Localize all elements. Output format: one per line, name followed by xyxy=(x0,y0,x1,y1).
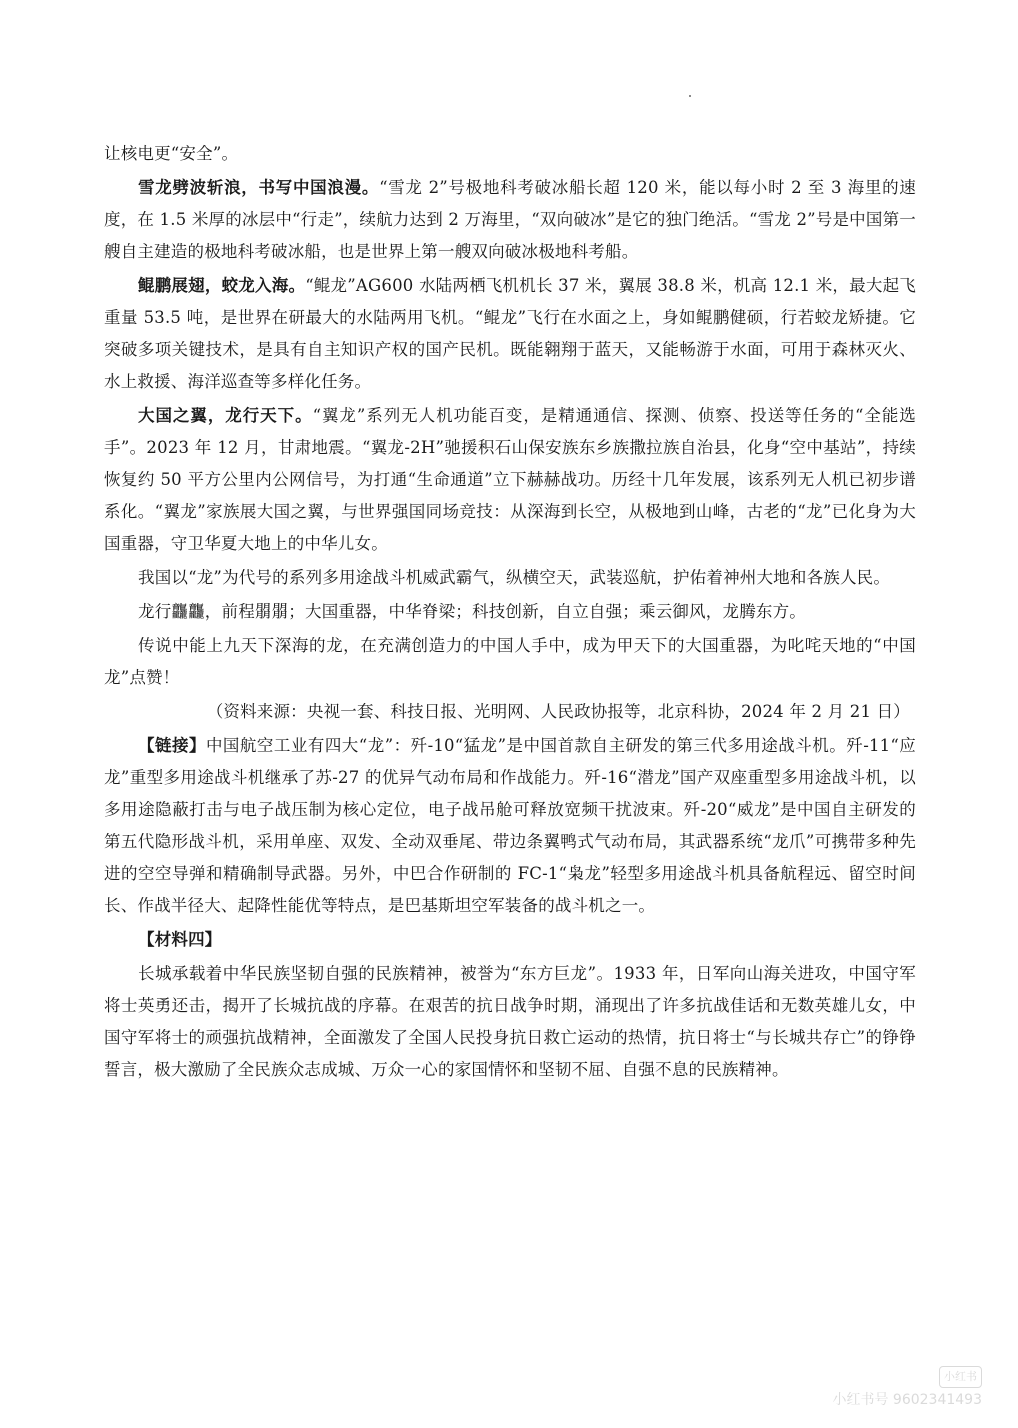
material-four-heading: 【材料四】 xyxy=(138,930,222,949)
source-citation: （资料来源：央视一套、科技日报、光明网、人民政协报等，北京科协，2024 年 2 月 21 日） xyxy=(206,702,910,721)
paragraph-legend: 传说中能上九天下深海的龙，在充满创造力的中国人手中，成为甲天下的大国重器，为叱咤天地的“中国龙”点赞！ xyxy=(104,636,916,687)
paragraph-text: “鲲龙”AG600 水陆两栖飞机机长 37 米，翼展 38.8 米，机高 12.1 米，最大起飞重量 53.5 吨，是世界在研最大的水陆两用飞机。“鲲龙”飞行在水面之上，身如鲲鹏健硕，行若蛟龙矫捷。它突破多项关键技术，是具有自主知识产权的国产民机。既能翱翔于蓝天，又能畅游于水面，可用于森林灭火、水上救援、海洋巡查等多样化任务。 xyxy=(104,276,917,391)
paragraph-0: 让核电更“安全”。 xyxy=(104,144,239,163)
paragraph-text: 中国航空工业有四大“龙”：歼-10“猛龙”是中国首款自主研发的第三代多用途战斗机。歼-11“应龙”重型多用途战斗机继承了苏-27 的优异气动布局和作战能力。歼-16“潜龙”国产双座重型多用途战斗机，以多用途隐蔽打击与电子战压制为核心定位，电子战吊舱可释放宽频干扰波束。歼-20“威龙”是中国自主研发的第五代隐形战斗机，采用单座、双发、全动双垂尾、带边条翼鸭式气动布局，其武器系统“龙爪”可携带多种先进的空空导弹和精确制导武器。另外，中巴合作研制的 FC-1“枭龙”轻型多用途战斗机具备航程远、留空时间长、作战半径大、起降性能优等特点，是巴基斯坦空军装备的战斗机之一。 xyxy=(104,736,916,915)
paragraph-text: “翼龙”系列无人机功能百变，是精通通信、探测、侦察、投送等任务的“全能选手”。2023 年 12 月，甘肃地震。“翼龙-2H”驰援积石山保安族东乡族撒拉族自治县，化身“空中基站”，持续恢复约 50 平方公里内公网信号，为打通“生命通道”立下赫赫战功。历经十几年发展，该系列无人机已初步谱系化。“翼龙”家族展大国之翼，与世界强国同场竞技：从深海到长空，从极地到山峰，古老的“龙”已化身为大国重器，守卫华夏大地上的中华儿女。 xyxy=(104,406,917,553)
watermark-logo: 小红书 xyxy=(939,1366,982,1388)
link-heading: 【链接】 xyxy=(138,736,206,755)
scan-dot xyxy=(689,95,691,97)
document-body xyxy=(104,138,916,1088)
watermark xyxy=(832,1366,982,1410)
paragraph-link xyxy=(104,730,916,922)
paragraph-slogan: 龙行龘龘，前程朤朤；大国重器，中华脊梁；科技创新，自立自强；乘云御风，龙腾东方。 xyxy=(138,602,806,621)
paragraph-text: “雪龙 2”号极地科考破冰船长超 120 米，能以每小时 2 至 3 海里的速度，在 1.5 米厚的冰层中“行走”，续航力达到 2 万海里，“双向破冰”是它的独门绝活。“雪龙 2”号是中国第一艘自主建造的极地科考破冰船，也是世界上第一艘双向破冰极地科考船。 xyxy=(104,178,916,261)
paragraph-heading: 鲲鹏展翅，蛟龙入海。 xyxy=(138,276,306,295)
paragraph-snow-dragon xyxy=(104,172,916,268)
paragraph-kunlong xyxy=(104,270,916,398)
paragraph-heading: 雪龙劈波斩浪，书写中国浪漫。 xyxy=(138,178,380,197)
paragraph-heading: 大国之翼，龙行天下。 xyxy=(138,406,313,425)
paragraph-great-wall: 长城承载着中华民族坚韧自强的民族精神，被誉为“东方巨龙”。1933 年，日军向山海关进攻，中国守军将士英勇还击，揭开了长城抗战的序幕。在艰苦的抗日战争时期，涌现出了许多抗战佳话和无数英雄儿女，中国守军将士的顽强抗战精神，全面激发了全国人民投身抗日救亡运动的热情，抗日将士“与长城共存亡”的铮铮誓言，极大激励了全民族众志成城、万众一心的家国情怀和坚韧不屈、自强不息的民族精神。 xyxy=(104,964,916,1079)
paragraph-fighters: 我国以“龙”为代号的系列多用途战斗机威武霸气，纵横空天，武装巡航，护佑着神州大地和各族人民。 xyxy=(138,568,891,587)
paragraph-wing-loong xyxy=(104,400,916,560)
watermark-text: 小红书号 9602341493 xyxy=(832,1392,982,1408)
